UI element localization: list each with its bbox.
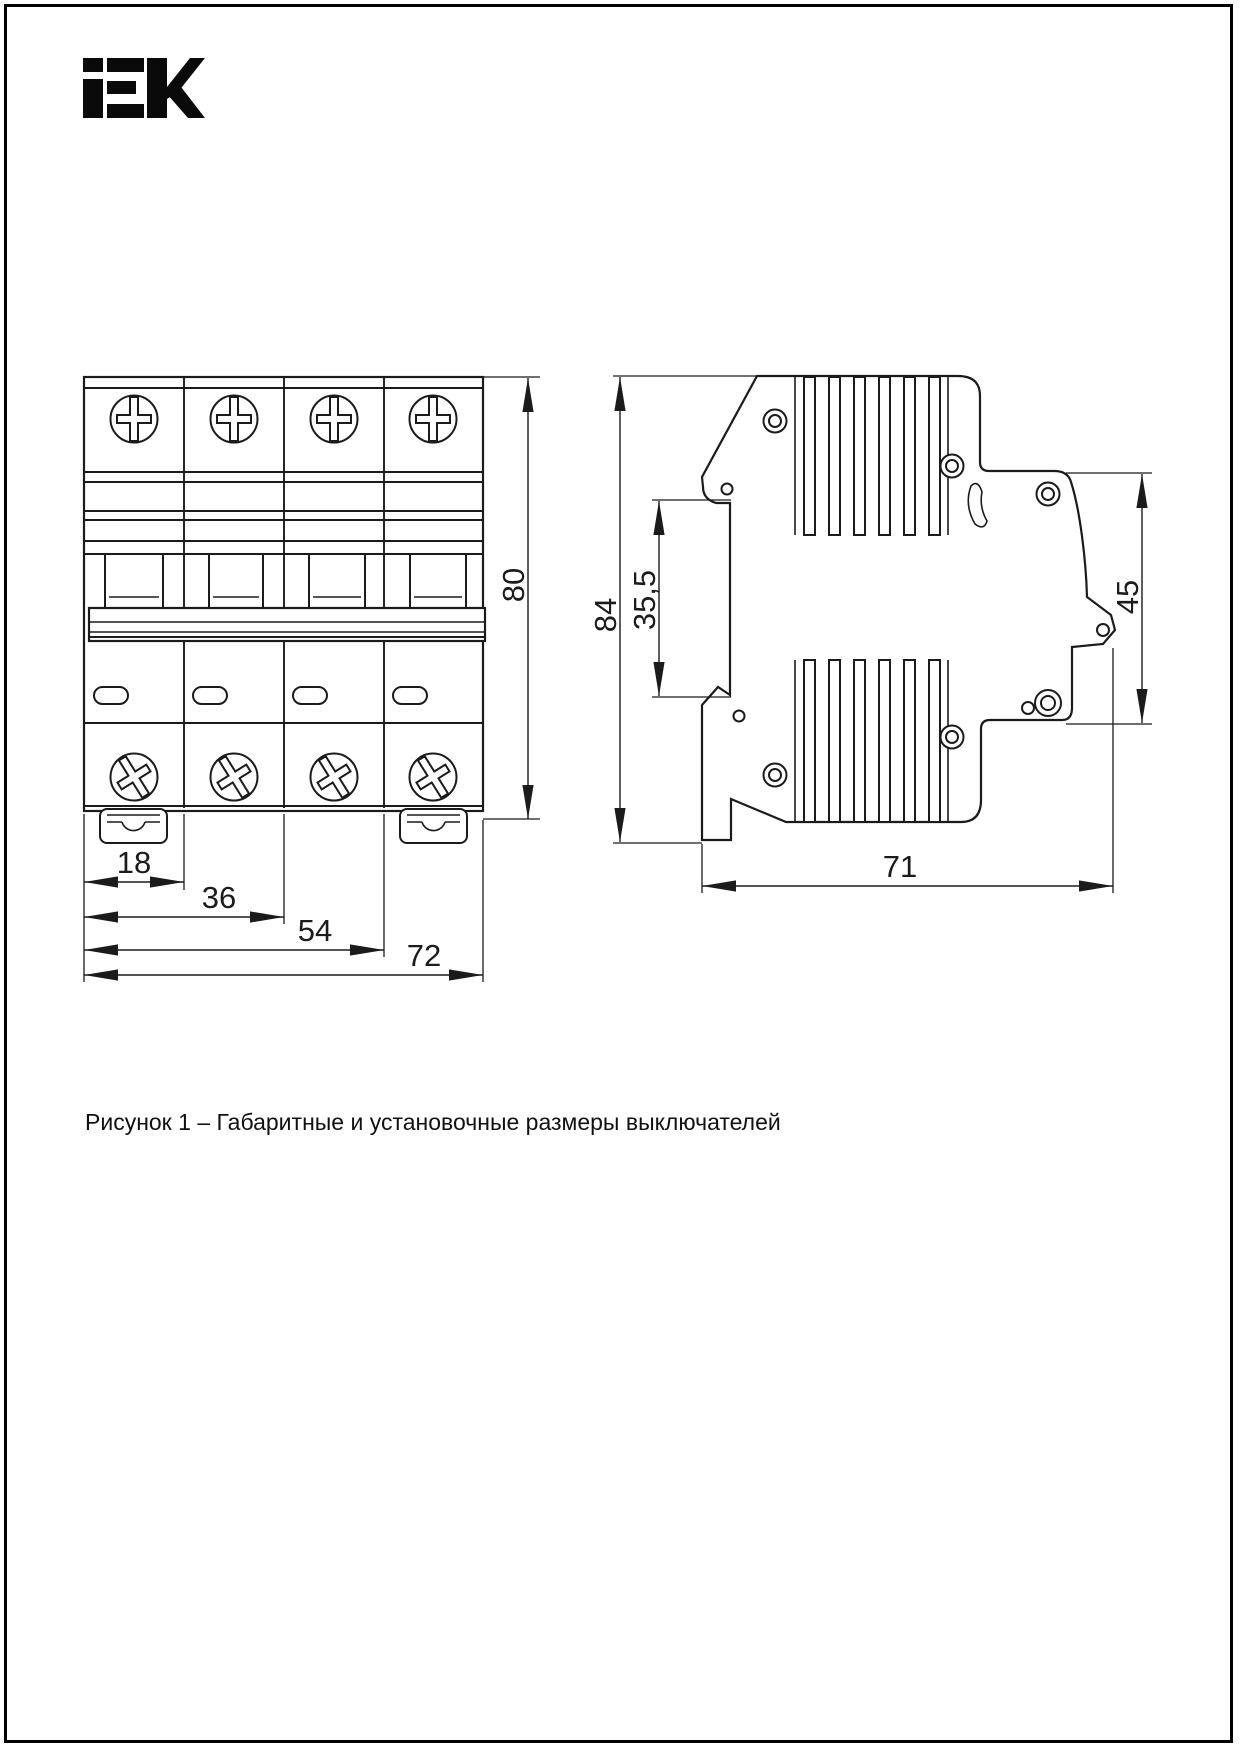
- front-view: [84, 377, 540, 982]
- dim-label-72: 72: [406, 938, 442, 973]
- side-view: [588, 376, 1152, 893]
- dim-label-84: 84: [588, 597, 623, 633]
- dim-label-35-5: 35,5: [627, 569, 662, 631]
- dim-label-18: 18: [116, 845, 152, 880]
- dim-label-45: 45: [1110, 579, 1145, 615]
- dim-label-71: 71: [882, 849, 918, 884]
- toggle-tie-bar: [89, 608, 485, 641]
- dim-label-36: 36: [201, 880, 237, 915]
- dim-label-80: 80: [496, 567, 531, 603]
- dim-label-54: 54: [297, 913, 333, 948]
- toggle-hole: [1097, 624, 1109, 636]
- figure-caption: Рисунок 1 – Габаритные и установочные размеры выключателей: [85, 1109, 781, 1135]
